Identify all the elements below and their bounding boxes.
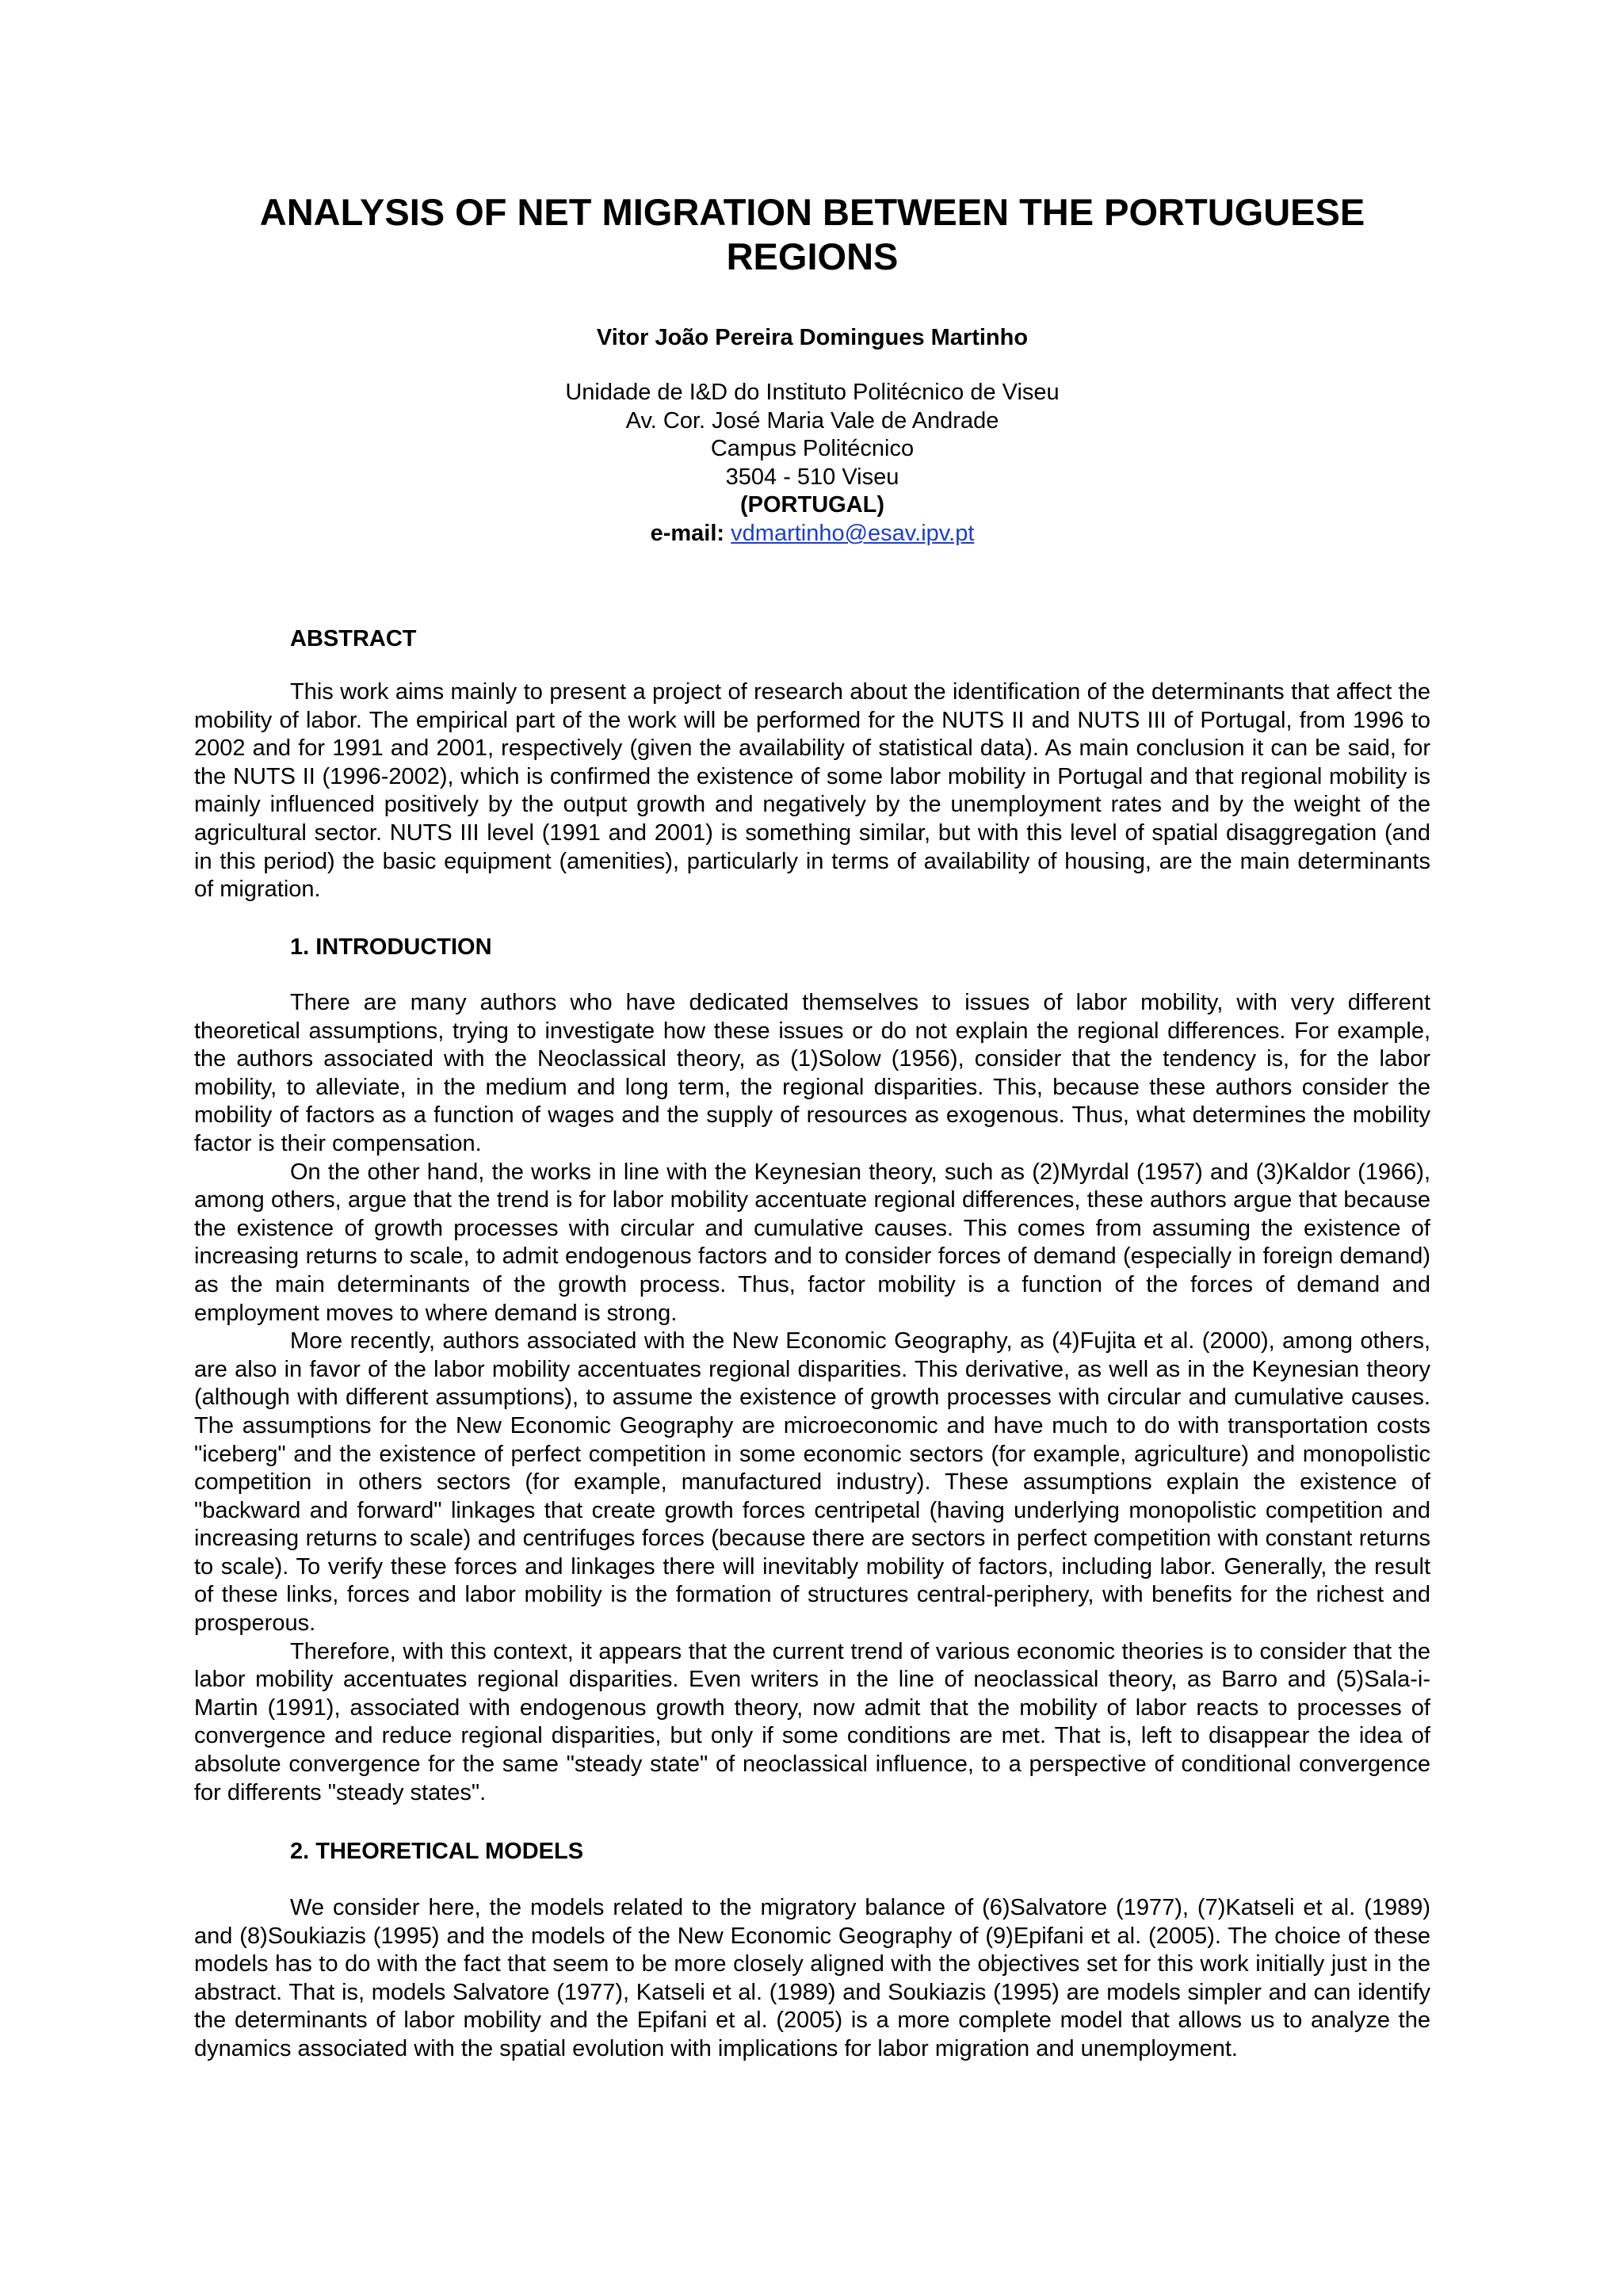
- paper-title: ANALYSIS OF NET MIGRATION BETWEEN THE PORTUGUESE REGIONS: [259, 191, 1365, 277]
- theoretical-models-heading: 2. THEORETICAL MODELS: [290, 1839, 584, 1864]
- introduction-paragraph: There are many authors who have dedicated themselves to issues of labor mobility, with very different theoretical assumptions, trying to investigate how these issues or do not explain the regional differences. For example, the authors associated with the Neoclassical theory, as (1)Solow (1956), consider that the tendency is, for the labor mobility, to alleviate, in the medium and long term, the regional disparities. This, because these authors consider the mobility of factors as a function of wages and the supply of resources as exogenous. Thus, what determines the mobility factor is their compensation.: [194, 990, 1430, 1156]
- affiliation-campus: Campus Politécnico: [710, 436, 915, 462]
- introduction-paragraph: More recently, authors associated with the New Economic Geography, as (4)Fujita et al. (2000), among others, are also in favor of the labor mobility accentuates regional disparities. This derivative, as well as in the Keynesian theory (although with different assumptions), to assume the existence of growth processes with circular and cumulative causes. The assumptions for the New Economic Geography are microeconomic and have much to do with transportation costs "iceberg" and the existence of perfect competition in some economic sectors (for example, agriculture) and monopolistic competition in others sectors (for example, manufactured industry). These assumptions explain the existence of "backward and forward" linkages that create growth forces centripetal (having underlying monopolistic competition and increasing returns to scale) and centrifuges forces (because there are sectors in perfect competition with constant returns to scale). To verify these forces and linkages there will inevitably mobility of factors, including labor. Generally, the result of these links, forces and labor mobility is the formation of structures central-periphery, with benefits for the richest and prosperous.: [194, 1328, 1430, 1637]
- affiliation-country: (PORTUGAL): [739, 492, 885, 518]
- affiliation-postcode: 3504 - 510 Viseu: [725, 464, 899, 490]
- introduction-paragraph: On the other hand, the works in line with the Keynesian theory, such as (2)Myrdal (1957) and (3)Kaldor (1966), among others, argue that the trend is for labor mobility accentuate regional differences, these authors argue that because the existence of growth processes with circular and cumulative causes. This comes from assuming the existence of increasing returns to scale, to admit endogenous factors and to consider forces of demand (especially in foreign demand) as the main determinants of the growth process. Thus, factor mobility is a function of the forces of demand and employment moves to where demand is strong.: [194, 1159, 1430, 1326]
- email-link[interactable]: vdmartinho@esav.ipv.pt: [731, 520, 975, 546]
- author-affiliation: [194, 379, 1430, 548]
- abstract-heading: ABSTRACT: [290, 626, 417, 651]
- email-label: e-mail:: [650, 520, 725, 546]
- theoretical-models-paragraph: We consider here, the models related to the migratory balance of (6)Salvatore (1977), (7)Katseli et al. (1989) and (8)Soukiazis (1995) and the models of the New Economic Geography of (9)Epifani et al. (2005). The choice of these models has to do with the fact that seem to be more closely aligned with the objectives set for this work initially just in the abstract. That is, models Salvatore (1977), Katseli et al. (1989) and Soukiazis (1995) are models simpler and can identify the determinants of labor mobility and the Epifani et al. (2005) is a more complete model that allows us to analyze the dynamics associated with the spatial evolution with implications for labor migration and unemployment.: [194, 1895, 1430, 2061]
- introduction-paragraph: Therefore, with this context, it appears that the current trend of various economic theories is to consider that the labor mobility accentuates regional disparities. Even writers in the line of neoclassical theory, as Barro and (5)Sala-i-Martin (1991), associated with endogenous growth theory, now admit that the mobility of labor reacts to processes of convergence and reduce regional disparities, but only if some conditions are met. That is, left to disappear the idea of absolute convergence for the same "steady state" of neoclassical influence, to a perspective of conditional convergence for differents "steady states".: [194, 1638, 1430, 1805]
- introduction-body: [194, 989, 1430, 1807]
- abstract-body: [194, 678, 1430, 904]
- theoretical-models-body: [194, 1894, 1430, 2064]
- affiliation-unit: Unidade de I&D do Instituto Politécnico de Viseu: [565, 380, 1060, 405]
- abstract-paragraph: This work aims mainly to present a project of research about the identification of the determinants that affect the mobility of labor. The empirical part of the work will be performed for the NUTS II and NUTS III of Portugal, from 1996 to 2002 and for 1991 and 2001, respectively (given the availability of statistical data). As main conclusion it can be said, for the NUTS II (1996-2002), which is confirmed the existence of some labor mobility in Portugal and that regional mobility is mainly influenced positively by the output growth and negatively by the unemployment rates and by the weight of the agricultural sector. NUTS III level (1991 and 2001) is something similar, but with this level of spatial disaggregation (and in this period) the basic equipment (amenities), particularly in terms of availability of housing, are the main determinants of migration.: [194, 679, 1430, 903]
- email-line: [194, 520, 1430, 548]
- introduction-heading: 1. INTRODUCTION: [290, 934, 492, 960]
- affiliation-street: Av. Cor. José Maria Vale de Andrade: [625, 407, 999, 434]
- author-name: Vitor João Pereira Domingues Martinho: [596, 325, 1029, 350]
